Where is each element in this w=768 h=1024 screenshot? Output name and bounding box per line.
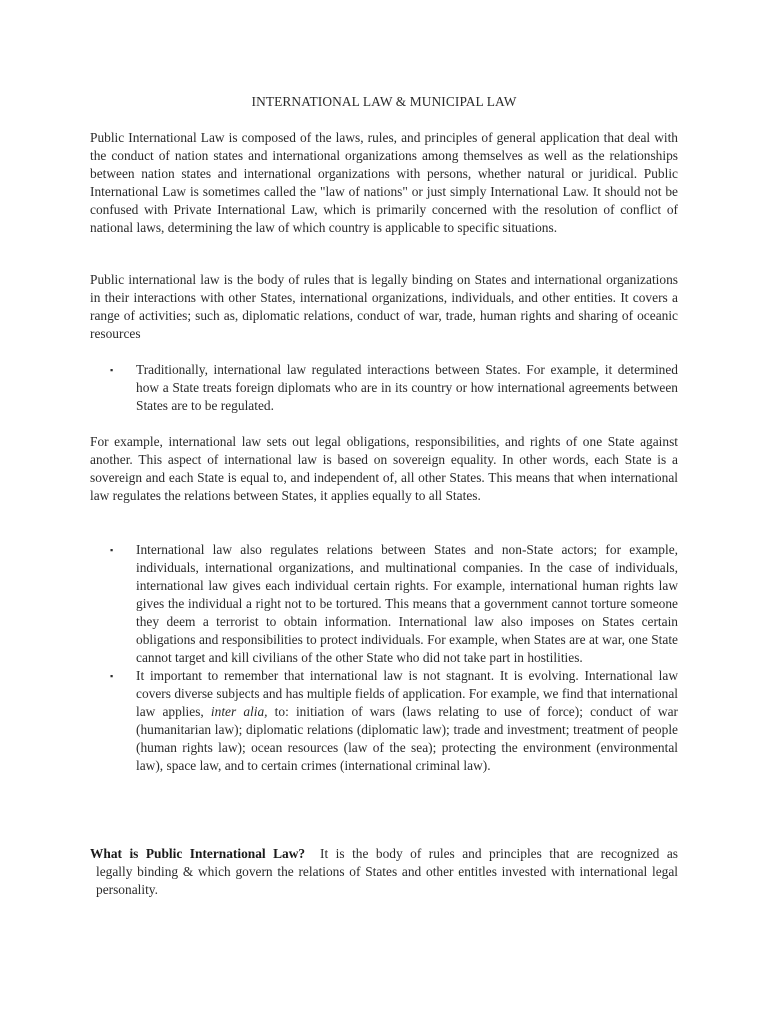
question-first-line	[90, 845, 678, 863]
paragraph-sovereign-equality: For example, international law sets out legal obligations, responsibilities, and rights of one State against another. This aspect of international law is based on sovereign equality. In other words, each State is a sovereign and each State is equal to, and independent of, all other States. This means that when international law regulates the relations between States, it applies equally to all States.	[90, 434, 678, 503]
bullet-text-part: to: initiation of wars (laws relating to use of force); conduct of war (humanitarian law); diplomatic relations (diplomatic law); trade and investment; treatment of people (human rights law); ocean resources (law of the sea); protecting the environment (environmental law), space law, and to certain crimes (international criminal law).	[136, 704, 678, 773]
square-bullet-icon: ▪	[110, 545, 114, 555]
paragraph-intro: Public International Law is composed of the laws, rules, and principles of general application that deal with the conduct of nation states and international organizations among themselves as well as the relationships between nation states and international organizations with persons, whether natural or juridical. Public International Law is sometimes called the "law of nations" or just simply International Law. It should not be confused with Private International Law, which is primarily concerned with the resolution of conflict of national laws, determining the law of which country is applicable to specific situations.	[90, 130, 678, 235]
paragraph-definition: Public international law is the body of rules that is legally binding on States and international organizations in their interactions with other States, international organizations, individuals, and other entities. It covers a range of activities; such as, diplomatic relations, conduct of war, trade, human rights and sharing of oceanic resources	[90, 272, 678, 341]
square-bullet-icon: ▪	[110, 365, 114, 375]
bullet-text	[136, 668, 678, 773]
latin-phrase: inter alia,	[210, 704, 268, 719]
question-heading: What is Public International Law?	[90, 846, 306, 861]
bullet-list-1	[110, 361, 678, 415]
square-bullet-icon: ▪	[110, 671, 114, 681]
bullet-text-part: It important to remember that international law is not stagnant. It is evolving. International law covers diverse subjects and has multiple fields of application. For example, we find that international law applies,	[136, 668, 678, 719]
bullet-text: International law also regulates relations between States and non-State actors; for example, individuals, international organizations, and multinational companies. In the case of individuals, international law gives each individual certain rights. For example, international human rights law gives the individual a right not to be tortured. This means that a government cannot torture someone they deem a terrorist to obtain information. International law also imposes on States certain obligations and responsibilities to protect individuals. For example, when States are at war, one State cannot target and kill civilians of the other State who did not take part in hostilities.	[136, 542, 678, 665]
list-item	[110, 541, 678, 667]
list-item	[110, 667, 678, 775]
list-item	[110, 361, 678, 415]
bullet-list-2	[110, 541, 678, 775]
question-block	[90, 845, 678, 899]
document-title: INTERNATIONAL LAW & MUNICIPAL LAW	[251, 94, 517, 109]
bullet-text: Traditionally, international law regulated interactions between States. For example, it determined how a State treats foreign diplomats who are in its country or how international agreements between States are to be regulated.	[136, 362, 678, 413]
answer-first-line: It is the body of rules and principles that are recognized as	[320, 846, 678, 861]
answer-continuation: legally binding & which govern the relations of States and other entitles invested with international legal personality.	[96, 864, 678, 897]
